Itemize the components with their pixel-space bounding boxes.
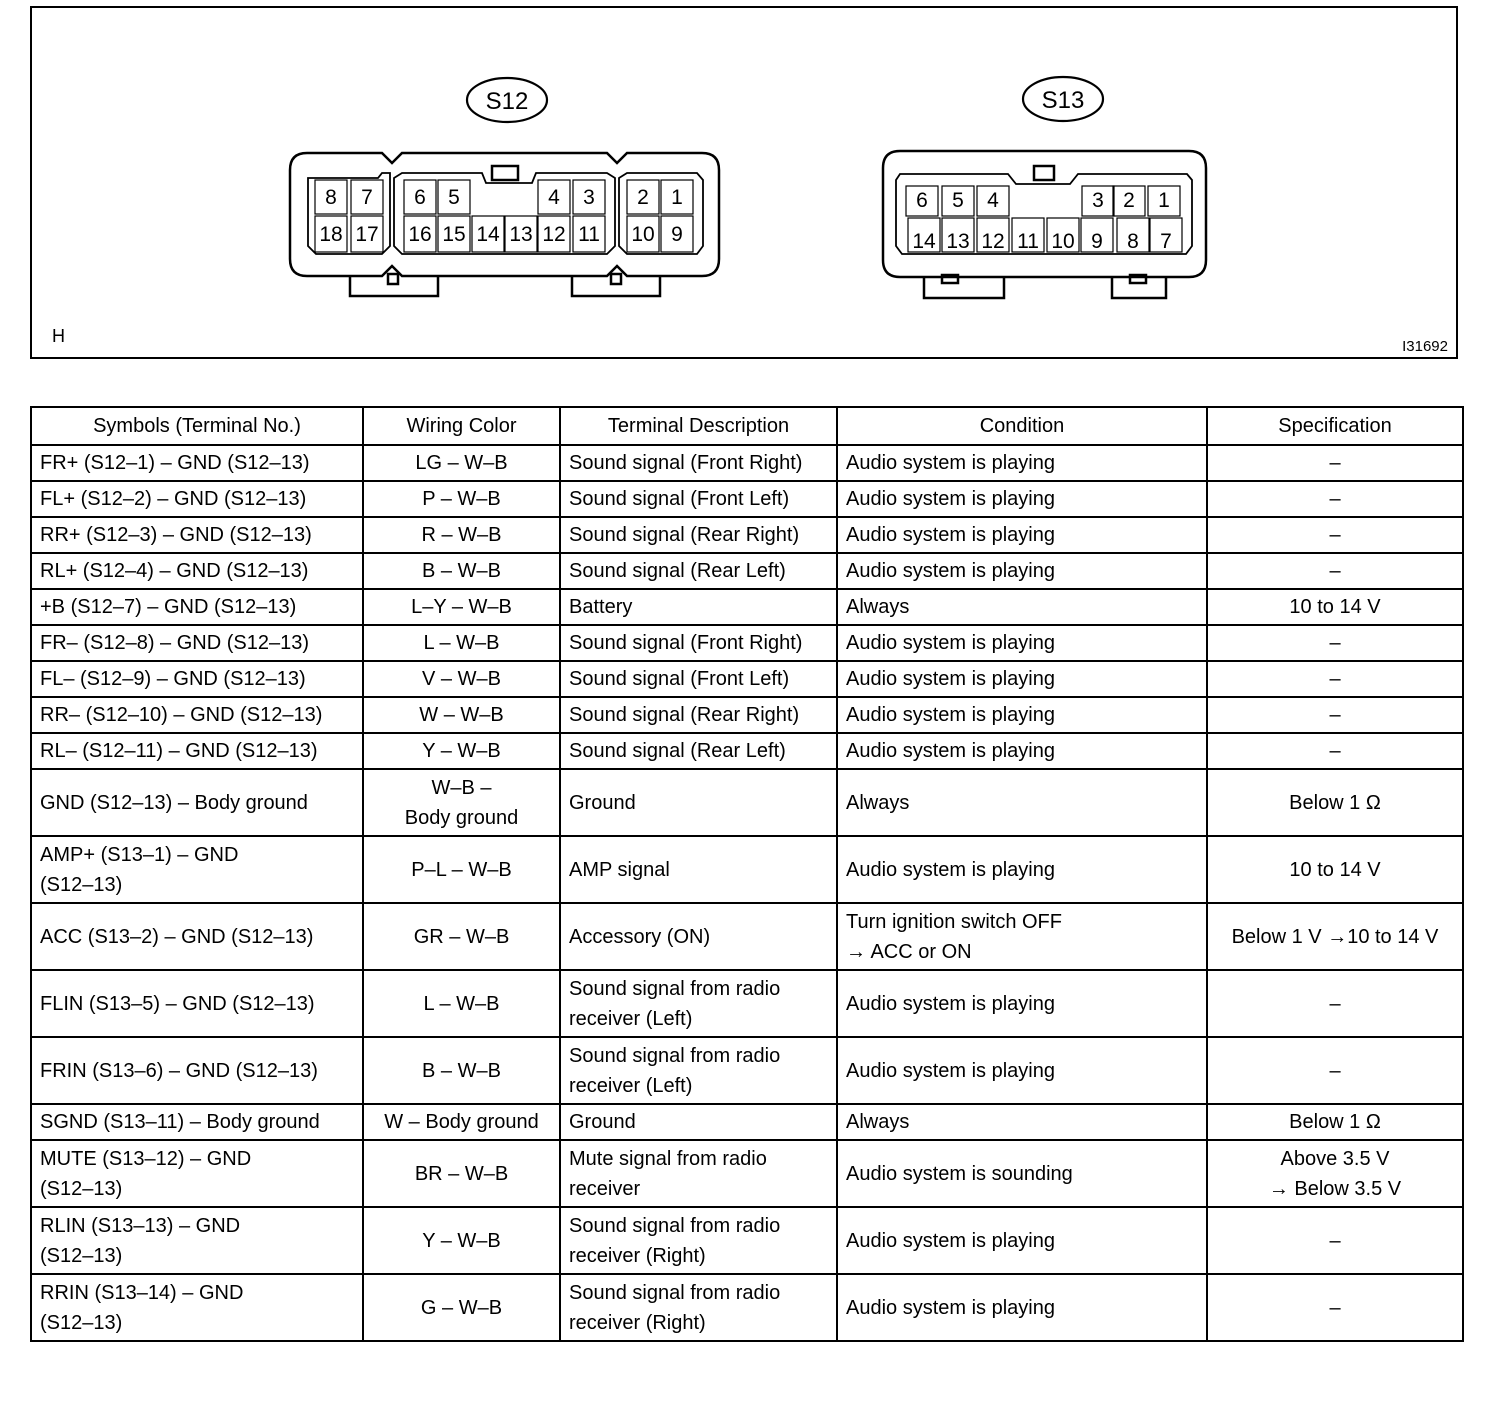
connector-diagram [32, 8, 1456, 357]
cell-wiring-color: W – Body ground [363, 1104, 560, 1140]
cell-specification: – [1207, 1207, 1463, 1274]
pin-number: 15 [442, 223, 466, 246]
cell-symbols: RR– (S12–10) – GND (S12–13) [31, 697, 363, 733]
pin-number: 1 [671, 186, 683, 209]
pin-number: 8 [325, 186, 337, 209]
table-header-row [31, 407, 1463, 445]
table-row [31, 769, 1463, 836]
pin-number: 5 [448, 186, 460, 209]
s12-key [492, 166, 518, 180]
cell-wiring-color: L–Y – W–B [363, 589, 560, 625]
cell-specification: 10 to 14 V [1207, 589, 1463, 625]
cell-symbols: RL– (S12–11) – GND (S12–13) [31, 733, 363, 769]
cell-specification: – [1207, 517, 1463, 553]
cell-specification: – [1207, 481, 1463, 517]
cell-condition: Audio system is playing [837, 1274, 1207, 1341]
cell-symbols: FR– (S12–8) – GND (S12–13) [31, 625, 363, 661]
pin-number: 14 [476, 223, 500, 246]
header-wiring-color: Wiring Color [363, 407, 560, 445]
cell-specification: Below 1 V →10 to 14 V [1207, 903, 1463, 970]
pin-number: 13 [946, 230, 970, 253]
cell-terminal-description: Sound signal (Rear Right) [560, 697, 837, 733]
cell-symbols: +B (S12–7) – GND (S12–13) [31, 589, 363, 625]
cell-specification: – [1207, 1037, 1463, 1104]
pin-number: 2 [1123, 189, 1135, 212]
cell-symbols: ACC (S13–2) – GND (S12–13) [31, 903, 363, 970]
pin-number: 9 [671, 223, 683, 246]
cell-wiring-color: V – W–B [363, 661, 560, 697]
cell-wiring-color: L – W–B [363, 970, 560, 1037]
s13-housing [883, 151, 1206, 277]
table-row [31, 553, 1463, 589]
cell-terminal-description: Ground [560, 769, 837, 836]
figure-id: I31692 [1402, 338, 1448, 355]
cell-wiring-color: R – W–B [363, 517, 560, 553]
s12-lock-tab-right [572, 276, 660, 296]
table-row [31, 517, 1463, 553]
s13-lock-tab-right-slot [1130, 275, 1146, 283]
cell-wiring-color: BR – W–B [363, 1140, 560, 1207]
cell-specification: 10 to 14 V [1207, 836, 1463, 903]
cell-wiring-color: G – W–B [363, 1274, 560, 1341]
pin-number: 9 [1091, 230, 1103, 253]
pin-number: 4 [987, 189, 999, 212]
cell-specification: Above 3.5 V → Below 3.5 V [1207, 1140, 1463, 1207]
pin-number: 6 [414, 186, 426, 209]
cell-terminal-description: Accessory (ON) [560, 903, 837, 970]
cell-symbols: GND (S12–13) – Body ground [31, 769, 363, 836]
cell-specification: – [1207, 553, 1463, 589]
s12-lock-tab-left-slot [388, 274, 398, 284]
cell-terminal-description: Sound signal from radio receiver (Right) [560, 1207, 837, 1274]
cell-condition: Audio system is playing [837, 481, 1207, 517]
table-row [31, 970, 1463, 1037]
s12-lock-tab-right-slot [611, 274, 621, 284]
cell-terminal-description: AMP signal [560, 836, 837, 903]
s12-label: S12 [485, 88, 529, 115]
cell-symbols: FL+ (S12–2) – GND (S12–13) [31, 481, 363, 517]
cell-wiring-color: LG – W–B [363, 445, 560, 481]
cell-wiring-color: Y – W–B [363, 1207, 560, 1274]
pin-number: 16 [408, 223, 432, 246]
pin-number: 7 [1160, 230, 1172, 253]
cell-wiring-color: Y – W–B [363, 733, 560, 769]
table-row [31, 733, 1463, 769]
corner-mark: H [52, 326, 65, 346]
cell-condition: Audio system is playing [837, 1037, 1207, 1104]
cell-specification: – [1207, 697, 1463, 733]
pin-number: 12 [981, 230, 1005, 253]
cell-symbols: RLIN (S13–13) – GND (S12–13) [31, 1207, 363, 1274]
table-row [31, 625, 1463, 661]
header-specification: Specification [1207, 407, 1463, 445]
connector-diagram-panel [30, 6, 1458, 359]
table-row [31, 1140, 1463, 1207]
pin-number: 14 [912, 230, 936, 253]
cell-terminal-description: Sound signal (Rear Right) [560, 517, 837, 553]
cell-condition: Always [837, 589, 1207, 625]
cell-symbols: RL+ (S12–4) – GND (S12–13) [31, 553, 363, 589]
cell-specification: – [1207, 625, 1463, 661]
pin-number: 11 [1017, 230, 1039, 253]
cell-condition: Audio system is playing [837, 553, 1207, 589]
cell-wiring-color: P–L – W–B [363, 836, 560, 903]
cell-condition: Audio system is playing [837, 445, 1207, 481]
s13-lock-tab-left [924, 277, 1004, 298]
cell-wiring-color: B – W–B [363, 553, 560, 589]
table-row [31, 589, 1463, 625]
pin-number: 4 [548, 186, 560, 209]
cell-terminal-description: Sound signal (Front Right) [560, 625, 837, 661]
cell-condition: Audio system is playing [837, 661, 1207, 697]
cell-condition: Audio system is playing [837, 697, 1207, 733]
cell-wiring-color: P – W–B [363, 481, 560, 517]
cell-symbols: FR+ (S12–1) – GND (S12–13) [31, 445, 363, 481]
pin-number: 6 [916, 189, 928, 212]
cell-condition: Always [837, 1104, 1207, 1140]
cell-terminal-description: Sound signal (Front Left) [560, 661, 837, 697]
s13-label: S13 [1041, 87, 1085, 114]
pin-number: 8 [1127, 230, 1139, 253]
cell-symbols: RRIN (S13–14) – GND (S12–13) [31, 1274, 363, 1341]
header-symbols: Symbols (Terminal No.) [31, 407, 363, 445]
cell-wiring-color: W – W–B [363, 697, 560, 733]
pin-number: 1 [1158, 189, 1170, 212]
cell-specification: – [1207, 445, 1463, 481]
s13-lock-tab-left-slot [942, 275, 958, 283]
cell-symbols: FLIN (S13–5) – GND (S12–13) [31, 970, 363, 1037]
cell-specification: – [1207, 661, 1463, 697]
table-row [31, 697, 1463, 733]
cell-condition: Turn ignition switch OFF → ACC or ON [837, 903, 1207, 970]
table-row [31, 1274, 1463, 1341]
terminal-spec-table [30, 406, 1464, 1342]
cell-specification: Below 1 Ω [1207, 1104, 1463, 1140]
cell-wiring-color: W–B – Body ground [363, 769, 560, 836]
cell-terminal-description: Battery [560, 589, 837, 625]
cell-specification: – [1207, 970, 1463, 1037]
cell-condition: Audio system is playing [837, 733, 1207, 769]
pin-number: 17 [355, 223, 379, 246]
cell-condition: Audio system is playing [837, 625, 1207, 661]
pin-number: 13 [509, 223, 533, 246]
s13-key [1034, 166, 1054, 180]
pin-number: 12 [542, 223, 566, 246]
cell-terminal-description: Sound signal (Front Right) [560, 445, 837, 481]
cell-symbols: MUTE (S13–12) – GND (S12–13) [31, 1140, 363, 1207]
pin-number: 7 [361, 186, 373, 209]
cell-condition: Audio system is playing [837, 1207, 1207, 1274]
cell-wiring-color: L – W–B [363, 625, 560, 661]
cell-symbols: FRIN (S13–6) – GND (S12–13) [31, 1037, 363, 1104]
table-row [31, 836, 1463, 903]
cell-condition: Audio system is playing [837, 517, 1207, 553]
table-row [31, 481, 1463, 517]
cell-specification: – [1207, 1274, 1463, 1341]
s12-lock-tab-left [350, 276, 438, 296]
cell-condition: Audio system is playing [837, 970, 1207, 1037]
pin-number: 2 [637, 186, 649, 209]
pin-number: 3 [1092, 189, 1104, 212]
cell-terminal-description: Sound signal (Rear Left) [560, 733, 837, 769]
cell-specification: – [1207, 733, 1463, 769]
table-row [31, 1104, 1463, 1140]
pin-number: 11 [578, 223, 600, 246]
header-condition: Condition [837, 407, 1207, 445]
cell-symbols: AMP+ (S13–1) – GND (S12–13) [31, 836, 363, 903]
cell-wiring-color: GR – W–B [363, 903, 560, 970]
cell-terminal-description: Sound signal (Rear Left) [560, 553, 837, 589]
cell-symbols: SGND (S13–11) – Body ground [31, 1104, 363, 1140]
cell-specification: Below 1 Ω [1207, 769, 1463, 836]
pin-number: 3 [583, 186, 595, 209]
cell-terminal-description: Sound signal from radio receiver (Right) [560, 1274, 837, 1341]
cell-terminal-description: Sound signal (Front Left) [560, 481, 837, 517]
cell-symbols: RR+ (S12–3) – GND (S12–13) [31, 517, 363, 553]
pin-number: 10 [631, 223, 655, 246]
cell-terminal-description: Sound signal from radio receiver (Left) [560, 970, 837, 1037]
table-row [31, 1037, 1463, 1104]
cell-condition: Always [837, 769, 1207, 836]
cell-condition: Audio system is sounding [837, 1140, 1207, 1207]
table-row [31, 445, 1463, 481]
pin-number: 5 [952, 189, 964, 212]
cell-symbols: FL– (S12–9) – GND (S12–13) [31, 661, 363, 697]
pin-number: 10 [1051, 230, 1075, 253]
s13-lock-tab-right [1112, 277, 1166, 298]
table-row [31, 1207, 1463, 1274]
table-row [31, 661, 1463, 697]
table-row [31, 903, 1463, 970]
cell-wiring-color: B – W–B [363, 1037, 560, 1104]
cell-terminal-description: Mute signal from radio receiver [560, 1140, 837, 1207]
cell-condition: Audio system is playing [837, 836, 1207, 903]
pin-number: 18 [319, 223, 343, 246]
cell-terminal-description: Ground [560, 1104, 837, 1140]
header-terminal-description: Terminal Description [560, 407, 837, 445]
cell-terminal-description: Sound signal from radio receiver (Left) [560, 1037, 837, 1104]
